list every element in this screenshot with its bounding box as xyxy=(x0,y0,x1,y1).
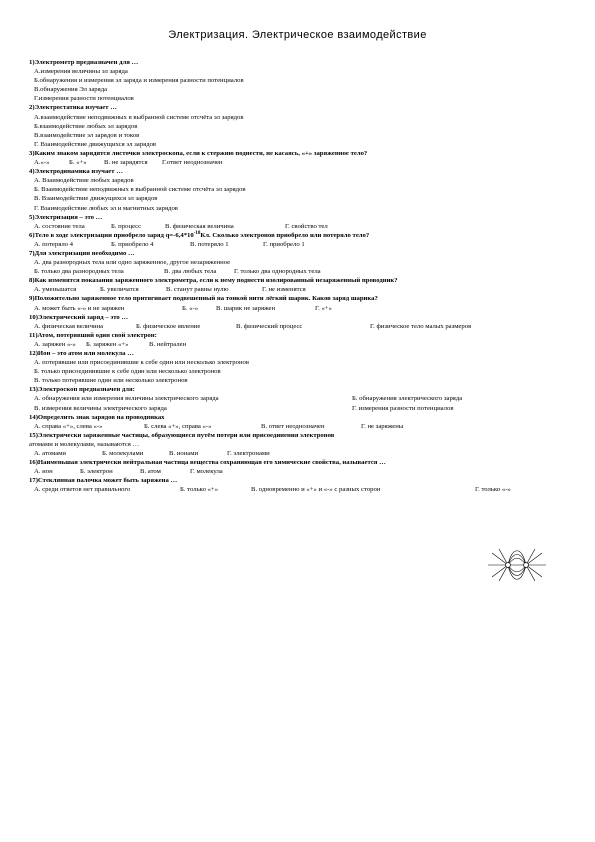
left-conductor xyxy=(506,563,511,568)
option-4b: Б. Взаимодействие неподвижных в выбранной системе отсчёта эл зарядов xyxy=(34,186,246,194)
option-16d: Г. молекула xyxy=(190,468,223,476)
option-7d: Г. только два однородных тела xyxy=(234,268,321,276)
option-13d: Г. измерения разности потенциалов xyxy=(352,404,454,412)
option-7b: Б. только два разнородных тела xyxy=(34,268,124,276)
option-15d: Г. электронами xyxy=(227,450,270,458)
option-1d: Г.измерения разности потенциалов xyxy=(34,95,134,103)
option-2c: В.взаимодействие эл зарядов и токов xyxy=(34,131,140,139)
question-6-text: 6)Тело в ходе электризации приобрело заряд q=-6,4*10 xyxy=(29,231,194,239)
options-9 xyxy=(29,304,565,313)
option-4a: А. Взаимодействие любых зарядов xyxy=(34,177,134,185)
question-6-exponent: -18 xyxy=(193,230,201,236)
question-15-line1: 15)Электрически заряженные частицы, образующиеся путём потери или присоединения электронов xyxy=(29,431,335,439)
options-10 xyxy=(29,322,565,331)
option-1a: А.измерения величины эл заряда xyxy=(34,68,128,76)
option-17a: А. среди ответов нет правильного xyxy=(34,486,131,494)
options-13-row2 xyxy=(29,404,565,413)
field-line xyxy=(492,565,508,577)
option-6b: Б. приобрело 4 xyxy=(111,240,154,248)
option-1b: Б.обнаружения и измерения эл заряда и измерения разности потенциалов xyxy=(34,77,244,85)
question-1: 1)Электрометр предназначен для … xyxy=(29,59,139,66)
option-4c: В. Взаимодействие движущихся эл зарядов xyxy=(34,195,158,203)
test-questions xyxy=(29,58,565,495)
question-16: 16)Наименьшая электрически нейтральная частица вещества сохраняющая его химические свойства, называется … xyxy=(29,459,386,467)
option-3c: В. не зарядятся xyxy=(104,159,148,167)
option-10d: Г. физическое тело малых размеров xyxy=(370,322,472,330)
option-15c: В. ионами xyxy=(169,450,199,458)
question-2: 2)Электростатика изучает … xyxy=(29,104,117,112)
option-3d: Г.ответ неоднозначен xyxy=(162,159,223,167)
option-6d: Г. приобрело 1 xyxy=(263,240,305,248)
question-15-line2: атомами и молекулами, называются … xyxy=(29,440,140,448)
field-line xyxy=(492,553,508,565)
field-line xyxy=(508,565,526,579)
option-3a: А.«-» xyxy=(34,159,50,167)
question-8: 8)Как изменятся показания заряженного электрометра, если к нему поднести изолированный незаряженный проводник? xyxy=(29,277,398,285)
option-14d: Г. не заряжены xyxy=(361,422,404,430)
option-5a: А. состояние тела xyxy=(34,222,85,230)
options-13-row1 xyxy=(29,394,565,403)
options-5 xyxy=(29,222,565,231)
field-line xyxy=(526,549,535,565)
option-14a: А. справа «+», слева «-» xyxy=(34,422,103,430)
option-8d: Г. не изменятся xyxy=(262,286,306,294)
option-16b: Б. электрон xyxy=(80,468,113,476)
option-9a: А. может быть «-» и не заряжен xyxy=(34,304,125,312)
option-13a: А. обнаружения или измерения величины электрического заряда xyxy=(34,395,219,403)
field-line xyxy=(526,565,542,577)
option-7a: А. два разнородных тела или одно заряженное, другое незаряженное xyxy=(34,259,231,267)
option-9c: В. шарик не заряжен xyxy=(216,304,276,312)
option-13c: В. измерения величины электрического заряда xyxy=(34,404,167,412)
option-12c: В. только потерявшие один или несколько электронов xyxy=(34,377,188,385)
options-15 xyxy=(29,449,565,458)
option-14c: В. ответ неоднозначен xyxy=(261,422,325,430)
option-2b: Б.взаимодействие любых эл зарядов xyxy=(34,122,138,130)
option-12a: А. потерявшие или присоединившие к себе один или несколько электронов xyxy=(34,359,250,367)
field-line xyxy=(499,565,508,581)
option-11a: А. заряжен «-» xyxy=(34,340,76,348)
option-8c: В. станут равны нулю xyxy=(166,286,229,294)
option-5c: В. физическая величина xyxy=(165,222,234,230)
option-12b: Б. только присоединившие к себе один или несколько электронов xyxy=(34,368,221,376)
field-line xyxy=(526,565,535,581)
options-3 xyxy=(29,158,565,167)
options-7 xyxy=(29,267,565,276)
question-5: 5)Электризация – это … xyxy=(29,213,103,221)
option-2d: Г. Взаимодействие движущихся эл зарядов xyxy=(34,140,157,148)
option-15b: Б. молекулами xyxy=(102,450,144,458)
options-11 xyxy=(29,340,565,349)
option-11b: Б. заряжен «+» xyxy=(86,340,129,348)
question-17: 17)Стеклянная палочка может быть заряжена … xyxy=(29,477,178,485)
option-17d: Г. только «-» xyxy=(475,486,511,494)
question-4: 4)Электродинамика изучает … xyxy=(29,168,123,176)
option-16c: В. атом xyxy=(140,468,161,476)
option-17c: В. одновременно и «+» и «-» с разных сторон xyxy=(251,486,381,494)
options-8 xyxy=(29,285,565,294)
option-15a: А. атомами xyxy=(34,450,66,458)
option-5b: Б. процесс xyxy=(111,222,142,230)
option-7c: В. два любых тела xyxy=(164,268,217,276)
field-line xyxy=(508,551,526,565)
question-7: 7)Для электризации необходимо … xyxy=(29,249,135,257)
question-10: 10)Электрический заряд – это … xyxy=(29,313,129,321)
options-17 xyxy=(29,485,565,494)
question-13: 13)Электроскоп предназначен для: xyxy=(29,386,135,394)
field-lines-diagram xyxy=(486,548,548,582)
option-17b: Б. только «+» xyxy=(180,486,219,494)
option-8b: Б. увеличатся xyxy=(100,286,139,294)
option-4d: Г. Взаимодействие любых эл и магнитных зарядов xyxy=(34,204,178,212)
option-11c: В. нейтрален xyxy=(149,340,187,348)
option-13b: Б. обнаружения электрического заряда xyxy=(352,395,463,403)
option-14b: Б. слева «+», справа «-» xyxy=(144,422,212,430)
right-conductor xyxy=(524,563,529,568)
question-12: 12)Ион – это атом или молекула … xyxy=(29,350,134,357)
option-9b: Б. «-» xyxy=(182,304,199,312)
option-3b: Б. «+» xyxy=(69,159,87,167)
option-6c: В. потеряло 1 xyxy=(190,240,229,248)
question-6 xyxy=(29,231,565,240)
option-6a: А. потеряло 4 xyxy=(34,240,74,248)
options-14 xyxy=(29,422,565,431)
options-16 xyxy=(29,467,565,476)
question-6-tail: Кл. Сколько электронов приобрело или потеряло тело? xyxy=(200,231,370,239)
option-10a: А. физическая величина xyxy=(34,322,104,330)
question-3: 3)Каким знаком зарядятся листочки электроскопа, если к стержню поднести, не касаясь, «+» заряженное тело? xyxy=(29,149,368,157)
option-2a: А.взаимодействие неподвижных в выбранной системе отсчёта эл зарядов xyxy=(34,113,244,121)
field-line xyxy=(499,549,508,565)
question-9: 9)Положительно заряженное тело притягивает подвешенный на тонкой нити лёгкий шарик. Каков заряд шарика? xyxy=(29,295,378,303)
option-8a: А. уменьшатся xyxy=(34,286,77,294)
option-16a: А. ион xyxy=(34,468,53,476)
option-9d: Г. «+» xyxy=(315,304,332,312)
field-line xyxy=(526,553,542,565)
option-5d: Г. свойство тел xyxy=(285,222,328,230)
question-11: 11)Атом, потерявший один свой электрон: xyxy=(29,331,157,339)
option-10c: В. физический процесс xyxy=(236,322,303,330)
option-1c: В.обнаружения Эл заряда xyxy=(34,86,108,94)
option-10b: Б. физическое явление xyxy=(136,322,201,330)
page-title: Электризация. Электрическое взаимодействие xyxy=(168,29,427,41)
options-6 xyxy=(29,240,565,249)
question-14: 14)Определить знак зарядов на проводниках xyxy=(29,413,165,421)
